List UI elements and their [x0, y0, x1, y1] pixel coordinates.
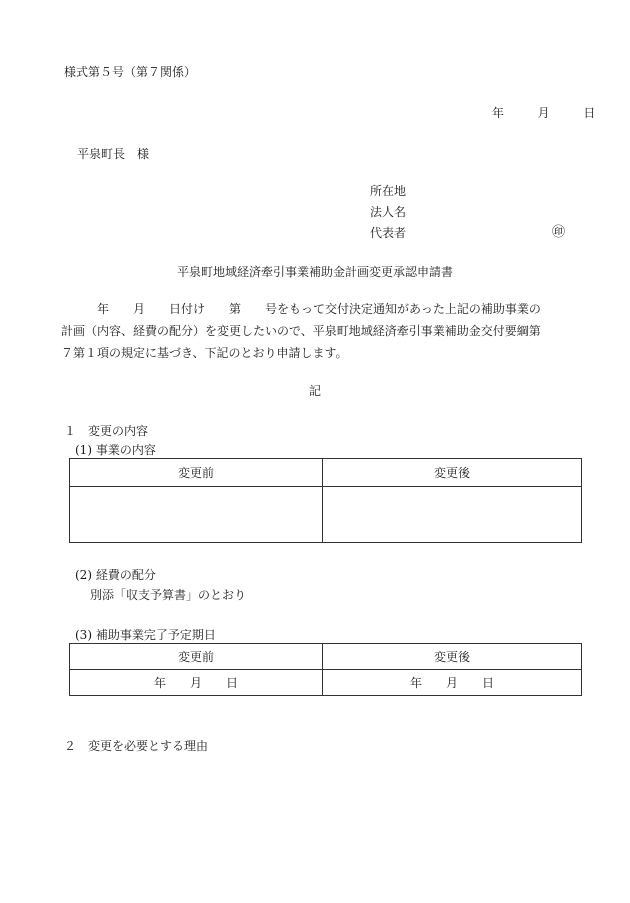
corp-name-label: 法人名 — [370, 205, 407, 219]
item2-label: (2) 経費の配分 — [75, 568, 156, 582]
body-line-1: 年 月 日付け 第 号をもって交付決定通知があった上記の補助事業の — [61, 302, 541, 316]
before-content-cell[interactable] — [70, 487, 323, 543]
item1-label: (1) 事業の内容 — [75, 443, 156, 457]
item3-label: (3) 補助事業完了予定期日 — [75, 628, 216, 642]
day-label: 日 — [583, 106, 596, 120]
addressee: 平泉町長 様 — [77, 147, 150, 161]
form-number: 様式第５号（第７関係） — [64, 65, 197, 79]
section1-heading: １ 変更の内容 — [64, 424, 149, 438]
date-col-before-header: 変更前 — [70, 644, 323, 670]
after-date-cell[interactable]: 年 月 日 — [323, 670, 582, 696]
section2-heading: ２ 変更を必要とする理由 — [64, 739, 209, 753]
body-line-3: ７第１項の規定に基づき、下記のとおり申請します。 — [61, 346, 348, 360]
address-label: 所在地 — [370, 184, 407, 198]
submission-date — [492, 105, 595, 121]
year-label: 年 — [492, 106, 505, 120]
ki-marker: 記 — [308, 384, 321, 398]
request-body — [61, 298, 586, 364]
representative-label: 代表者 — [370, 226, 407, 240]
month-label: 月 — [537, 106, 550, 120]
document-title: 平泉町地域経済牽引事業補助金計画変更承認申請書 — [176, 265, 453, 279]
seal-mark: ㊞ — [552, 225, 566, 240]
item2-note: 別添「収支予算書」のとおり — [90, 588, 247, 602]
after-content-cell[interactable] — [323, 487, 582, 543]
body-line-2: 計画（内容、経費の配分）を変更したいので、平泉町地域経済牽引事業補助金交付要綱第 — [61, 324, 541, 338]
completion-date-table — [69, 643, 582, 696]
before-date-cell[interactable]: 年 月 日 — [70, 670, 323, 696]
col-after-header: 変更後 — [323, 459, 582, 487]
col-before-header: 変更前 — [70, 459, 323, 487]
business-content-table — [69, 458, 582, 543]
date-col-after-header: 変更後 — [323, 644, 582, 670]
